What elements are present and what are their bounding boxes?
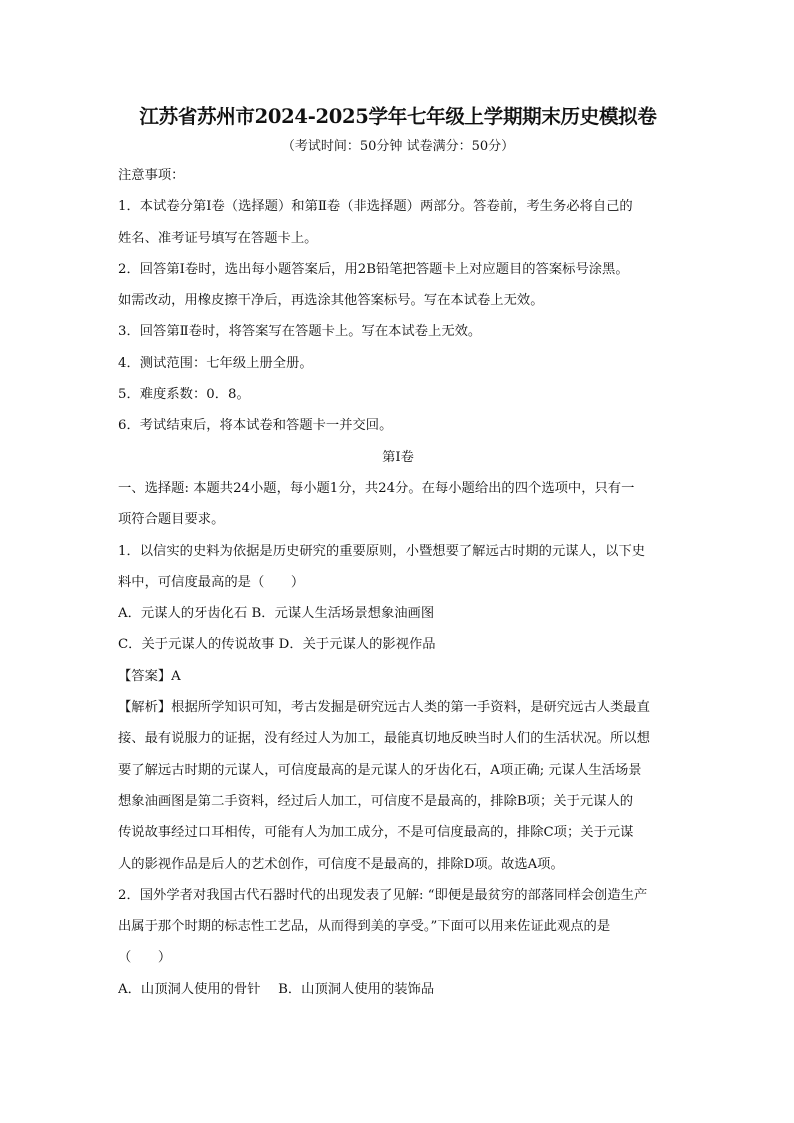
question-1-analysis: 人的影视作品是后人的艺术创作，可信度不是最高的，排除D项。故选A项。 [118, 856, 564, 872]
note-line: 1．本试卷分第Ⅰ卷（选择题）和第Ⅱ卷（非选择题）两部分。答卷前，考生务必将自己的 [118, 199, 633, 215]
note-line: 6．考试结束后，将本试卷和答题卡一并交回。 [118, 418, 393, 434]
question-1-analysis: 【解析】根据所学知识可知，考古发掘是研究远古人类的第一手资料，是研究远古人类最直 [118, 700, 650, 716]
question-1-answer: 【答案】A [118, 668, 181, 684]
exam-time-info: （考试时间：50分钟 试卷满分：50分） [281, 139, 515, 154]
section-title: 第Ⅰ卷 [382, 449, 414, 465]
note-line: 如需改动，用橡皮擦干净后，再选涂其他答案标号。写在本试卷上无效。 [118, 293, 544, 309]
notes-heading: 注意事项： [118, 168, 185, 183]
question-1-stem: 1．以信实的史料为依据是历史研究的重要原则，小暨想要了解远古时期的元谋人，以下史 [118, 543, 646, 559]
question-1-option: C．关于元谋人的传说故事 D．关于元谋人的影视作品 [118, 637, 436, 653]
section-intro-line: 项符合题目要求。 [118, 512, 225, 528]
question-2-option: A．山顶洞人使用的骨针 B．山顶洞人使用的装饰品 [118, 981, 435, 997]
question-2-stem: 出属于那个时期的标志性工艺品，从而得到美的享受。”下面可以用来佐证此观点的是 [118, 919, 611, 935]
note-line: 姓名、准考证号填写在答题卡上。 [118, 230, 318, 246]
question-2-stem: （ ） [118, 950, 172, 966]
note-line: 5．难度系数：0．8。 [118, 387, 250, 403]
question-1-option: A．元谋人的牙齿化石 B．元谋人生活场景想象油画图 [118, 606, 435, 622]
note-line: 2．回答第Ⅰ卷时，选出每小题答案后，用2B铅笔把答题卡上对应题目的答案标号涂黑。 [118, 261, 629, 277]
question-2-stem: 2．国外学者对我国古代石器时代的出现发表了见解: “即便是最贫穷的部落同样会创造生产 [118, 887, 648, 903]
question-1-analysis: 想象油画图是第二手资料，经过后人加工，可信度不是最高的，排除B项；关于元谋人的 [118, 793, 634, 809]
note-line: 3．回答第Ⅱ卷时，将答案写在答题卡上。写在本试卷上无效。 [118, 324, 482, 340]
question-1-analysis: 传说故事经过口耳相传，可能有人为加工成分，不是可信度最高的，排除C项；关于元谋 [118, 825, 634, 841]
document-title: 江苏省苏州市2024-2025学年七年级上学期期末历史模拟卷 [139, 105, 657, 128]
question-1-stem: 料中，可信度最高的是（ ） [118, 574, 305, 590]
note-line: 4．测试范围：七年级上册全册。 [118, 355, 313, 371]
question-1-analysis: 接、最有说服力的证据，没有经过人为加工，最能真切地反映当时人们的生活状况。所以想 [118, 731, 650, 747]
section-intro-line: 一、选择题: 本题共24小题，每小题1分，共24分。在每小题给出的四个选项中，只有一 [118, 480, 635, 496]
question-1-analysis: 要了解远古时期的元谋人，可信度最高的是元谋人的牙齿化石，A项正确; 元谋人生活场景 [118, 762, 642, 778]
exam-page [118, 100, 678, 1005]
